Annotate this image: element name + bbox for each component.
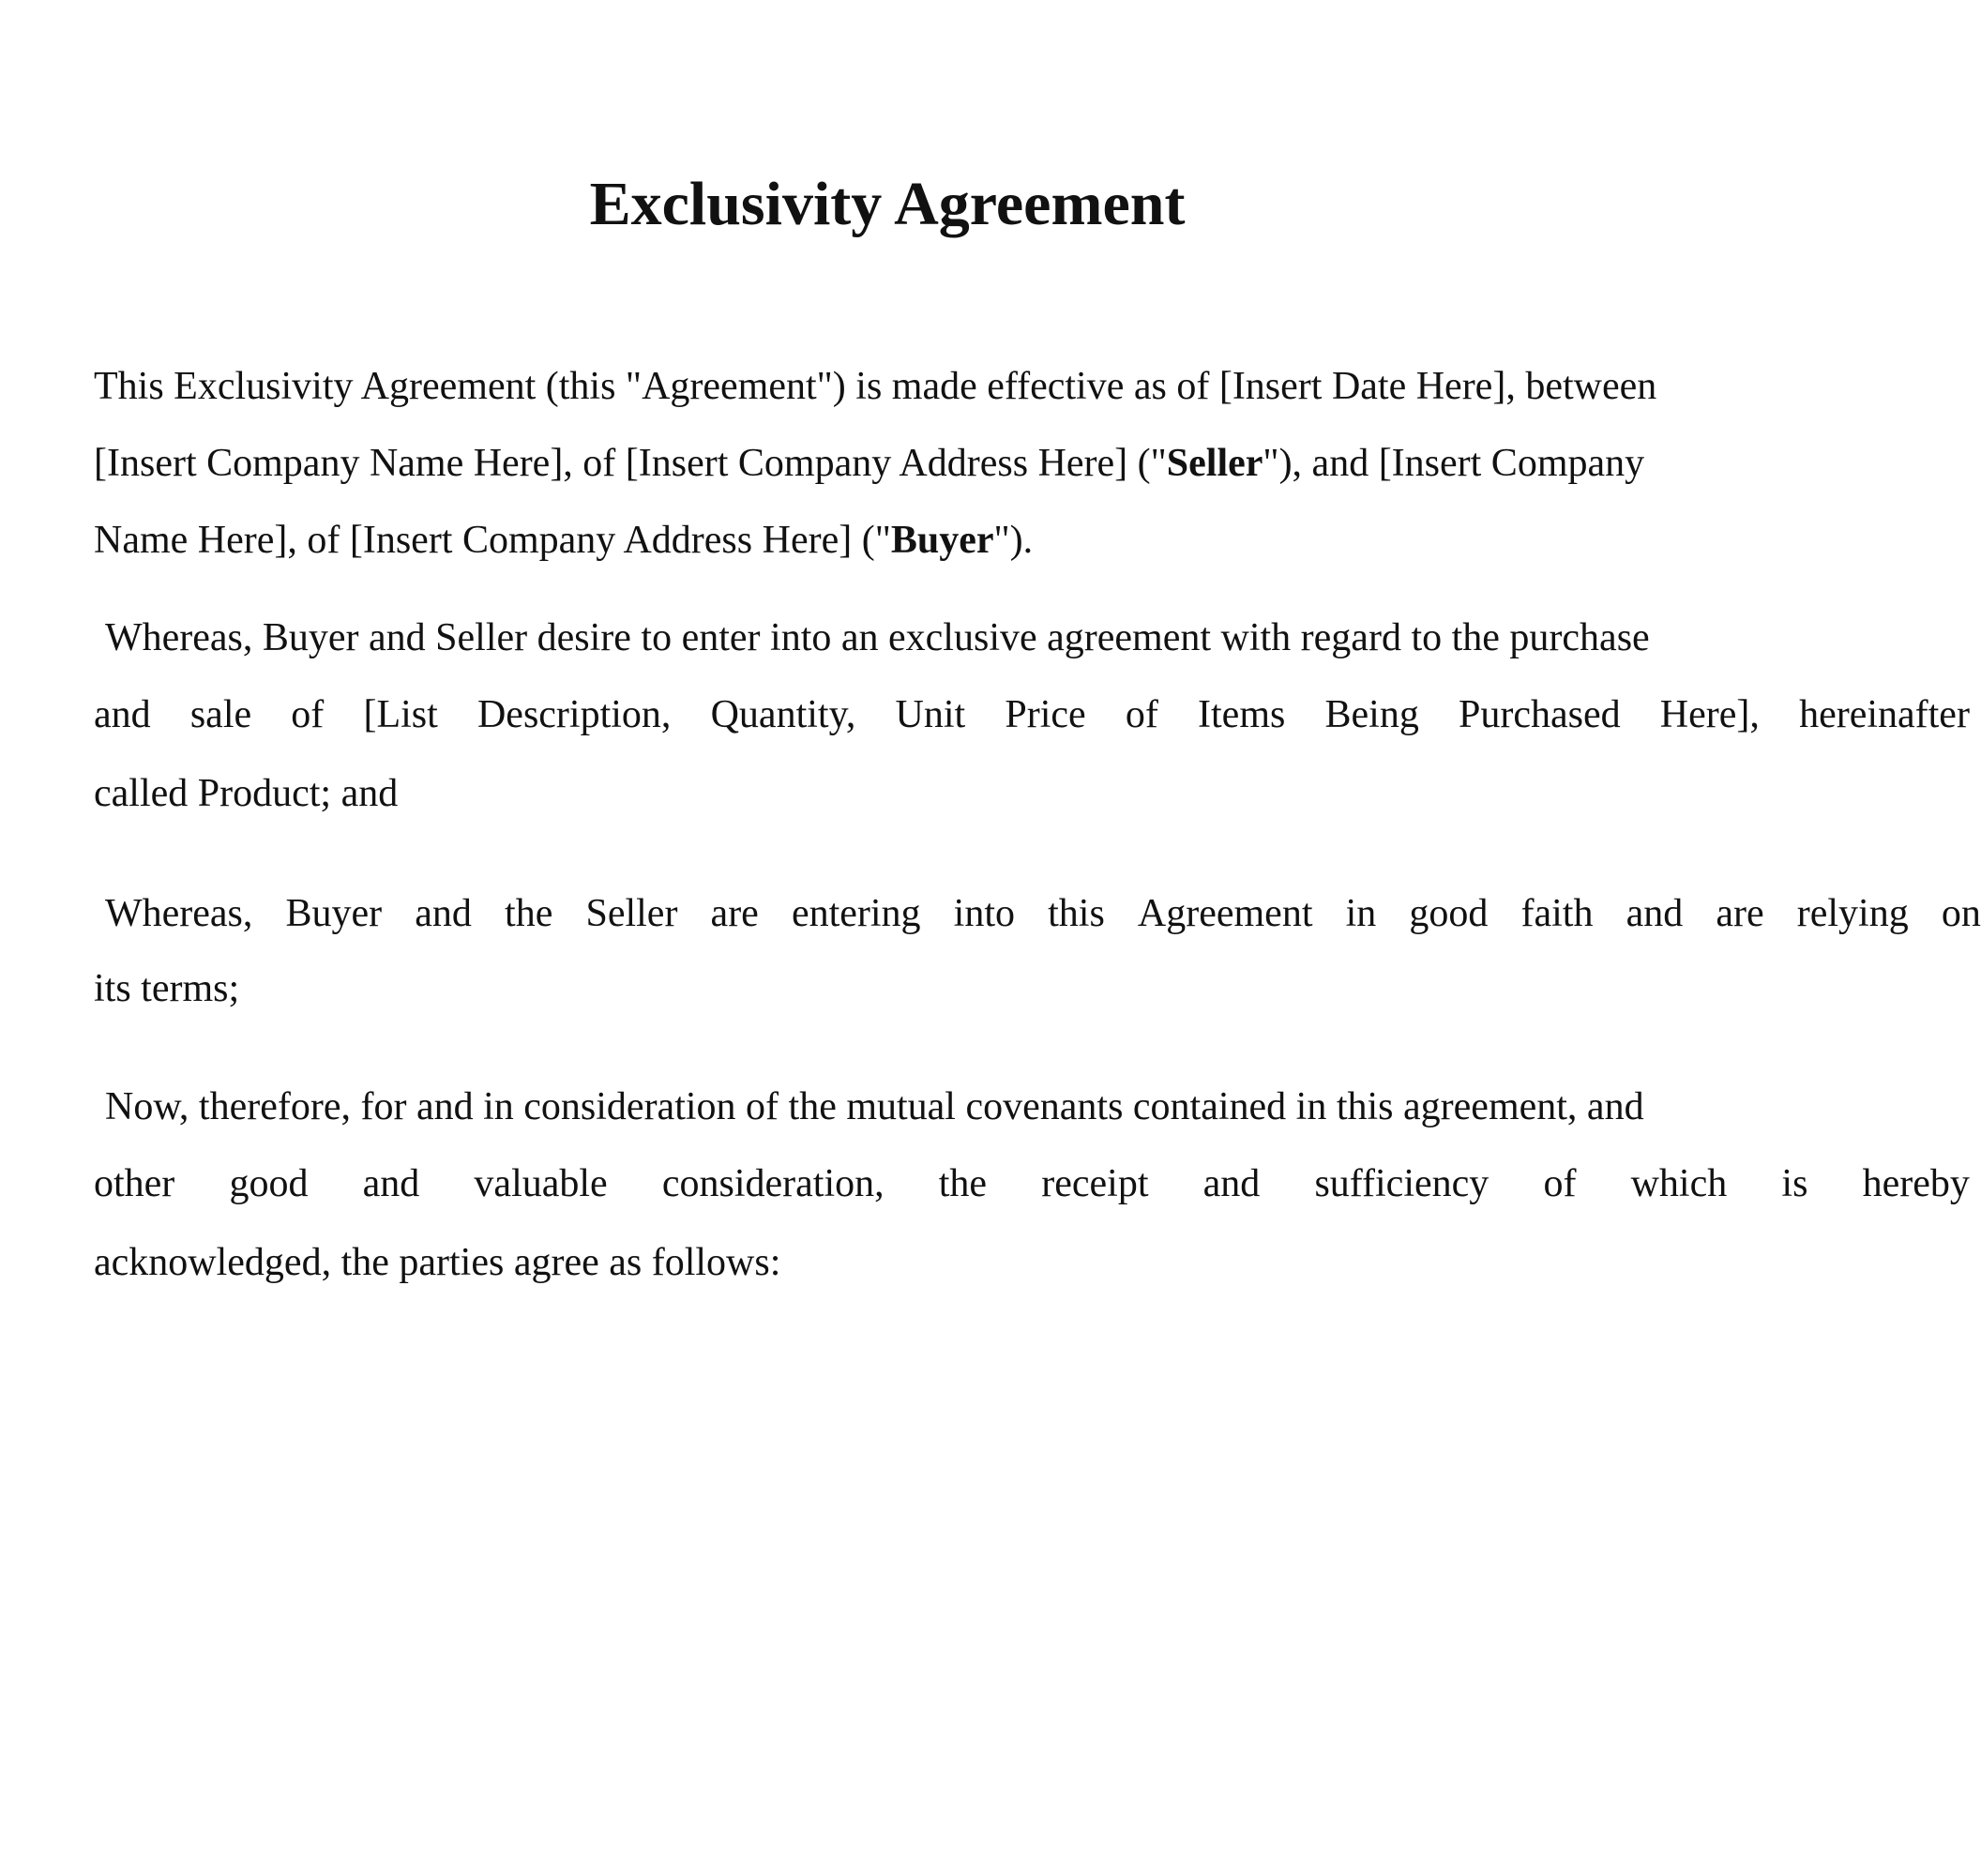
document-title: Exclusivity Agreement <box>589 170 1186 238</box>
word: and <box>94 693 151 736</box>
word: hereby <box>1862 1162 1970 1205</box>
word: Price <box>1005 693 1086 736</box>
word: of <box>291 693 325 736</box>
para1-line1: This Exclusivity Agreement (this "Agreement") is made effective as of [Insert Date Here], between <box>94 365 1657 408</box>
para2-line2 <box>94 688 1970 741</box>
word: the <box>505 892 553 935</box>
word: and <box>1202 1162 1261 1205</box>
word: [List <box>363 693 438 736</box>
para1-line3-text-a: Name Here], of [Insert Company Address Here] (" <box>94 519 891 562</box>
word: Buyer <box>285 892 383 935</box>
word: faith <box>1520 892 1594 935</box>
para1-line3-text-b: "). <box>993 519 1034 562</box>
word: other <box>94 1162 175 1205</box>
word: good <box>229 1162 309 1205</box>
word: relying <box>1796 892 1909 935</box>
word: and <box>1626 892 1684 935</box>
word: Items <box>1198 693 1286 736</box>
para1-line2-text-b: "), and [Insert Company <box>1263 442 1645 485</box>
word: consideration, <box>661 1162 885 1205</box>
para2-line3: called Product; and <box>94 772 399 815</box>
para3-line2: its terms; <box>94 967 240 1010</box>
word: Here], <box>1659 693 1760 736</box>
word: which <box>1630 1162 1728 1205</box>
word: on <box>1941 892 1981 935</box>
word: and <box>415 892 472 935</box>
word: Being <box>1324 693 1419 736</box>
word: Description, <box>476 693 672 736</box>
word: Agreement <box>1137 892 1313 935</box>
word: of <box>1125 693 1158 736</box>
word: Quantity, <box>710 693 856 736</box>
word: are <box>1716 892 1764 935</box>
para1-line2-text-a: [Insert Company Name Here], of [Insert Company Address Here] (" <box>94 442 1167 485</box>
word: hereinafter <box>1799 693 1970 736</box>
word: valuable <box>474 1162 608 1205</box>
para4-line3: acknowledged, the parties agree as follows: <box>94 1241 781 1284</box>
seller-term: Seller <box>1166 442 1263 485</box>
para2-line1: Whereas, Buyer and Seller desire to enter into an exclusive agreement with regard to the purchase <box>105 616 1650 659</box>
word: receipt <box>1041 1162 1149 1205</box>
word: are <box>710 892 759 935</box>
para1-line2 <box>94 437 1644 490</box>
word: Seller <box>585 892 678 935</box>
word: Whereas, <box>105 892 253 935</box>
word: sufficiency <box>1314 1162 1490 1205</box>
word: entering <box>791 892 921 935</box>
para3-line1 <box>94 887 1981 940</box>
word: into <box>953 892 1015 935</box>
para4-line1: Now, therefore, for and in consideration of the mutual covenants contained in this agreement, and <box>105 1085 1644 1128</box>
para4-line2 <box>94 1157 1970 1210</box>
word: Unit <box>895 693 966 736</box>
para1-line3 <box>94 514 1033 567</box>
word: sale <box>189 693 252 736</box>
word: Purchased <box>1459 693 1621 736</box>
word: good <box>1409 892 1489 935</box>
word: and <box>362 1162 420 1205</box>
word: the <box>938 1162 988 1205</box>
word: is <box>1781 1162 1808 1205</box>
word: in <box>1345 892 1377 935</box>
word: of <box>1543 1162 1577 1205</box>
buyer-term: Buyer <box>890 519 994 562</box>
word: this <box>1048 892 1105 935</box>
